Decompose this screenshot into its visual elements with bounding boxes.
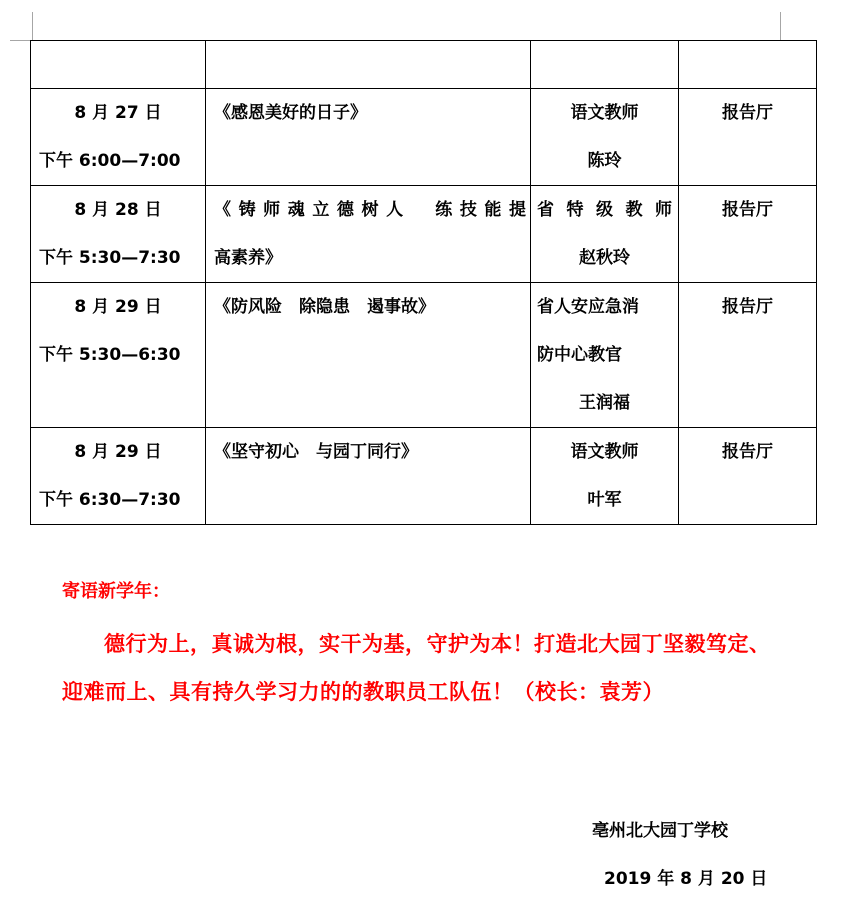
empty-cell xyxy=(679,41,817,89)
empty-cell xyxy=(31,41,206,89)
speaker-cell xyxy=(531,428,679,525)
message-title: 寄语新学年： xyxy=(62,581,170,602)
date-time-cell xyxy=(31,283,206,428)
topic-cell: 《感恩美好的日子》 xyxy=(206,89,531,186)
venue-cell: 报告厅 xyxy=(679,428,817,525)
date-text: 8 月 27 日 xyxy=(74,103,162,123)
date-text: 8 月 29 日 xyxy=(74,297,162,317)
empty-cell xyxy=(531,41,679,89)
crop-mark-right xyxy=(780,12,781,40)
speaker-title: 语文教师 xyxy=(570,103,639,123)
date-time-cell xyxy=(31,186,206,283)
schedule-table xyxy=(30,40,817,525)
topic-line: 高素养》 xyxy=(214,248,282,268)
topic-cell: 《坚守初心 与园丁同行》 xyxy=(206,428,531,525)
date-time-cell xyxy=(31,89,206,186)
table-row-header-blank xyxy=(31,41,817,89)
speaker-cell xyxy=(531,186,679,283)
signature-date: 2019 年 8 月 20 日 xyxy=(604,869,768,889)
table-row xyxy=(31,186,817,283)
speaker-name: 叶军 xyxy=(587,490,622,510)
speaker-title: 语文教师 xyxy=(570,442,639,462)
time-text: 下午 6:30—7:30 xyxy=(39,490,181,510)
speaker-cell xyxy=(531,283,679,428)
speaker-cell xyxy=(531,89,679,186)
venue-cell: 报告厅 xyxy=(679,89,817,186)
crop-mark-left xyxy=(32,12,33,40)
venue-cell: 报告厅 xyxy=(679,186,817,283)
table-row xyxy=(31,428,817,525)
date-text: 8 月 28 日 xyxy=(74,200,162,220)
topic-cell xyxy=(206,186,531,283)
speaker-name: 王润福 xyxy=(579,393,630,413)
topic-cell: 《防风险 除隐患 遏事故》 xyxy=(206,283,531,428)
table-row xyxy=(31,283,817,428)
speaker-name: 赵秋玲 xyxy=(579,248,630,268)
time-text: 下午 6:00—7:00 xyxy=(39,151,181,171)
speaker-title: 防中心教官 xyxy=(537,345,622,365)
topic-line: 《铸师魂立德树人 练技能提 xyxy=(214,200,526,220)
table-row xyxy=(31,89,817,186)
speaker-title: 省特级教师 xyxy=(537,200,672,220)
time-text: 下午 5:30—6:30 xyxy=(39,345,181,365)
school-signature: 亳州北大园丁学校 xyxy=(592,821,728,841)
crop-mark-top-left xyxy=(10,40,32,41)
venue-cell: 报告厅 xyxy=(679,283,817,428)
date-time-cell xyxy=(31,428,206,525)
time-text: 下午 5:30—7:30 xyxy=(39,248,181,268)
date-text: 8 月 29 日 xyxy=(74,442,162,462)
speaker-name: 陈玲 xyxy=(587,151,622,171)
speaker-title: 省人安应急消 xyxy=(537,297,639,317)
message-body: 德行为上，真诚为根，实干为基，守护为本！打造北大园丁坚毅笃定、迎难而上、具有持久学习力的的教职员工队伍！（校长：袁芳） xyxy=(62,631,771,704)
empty-cell xyxy=(206,41,531,89)
